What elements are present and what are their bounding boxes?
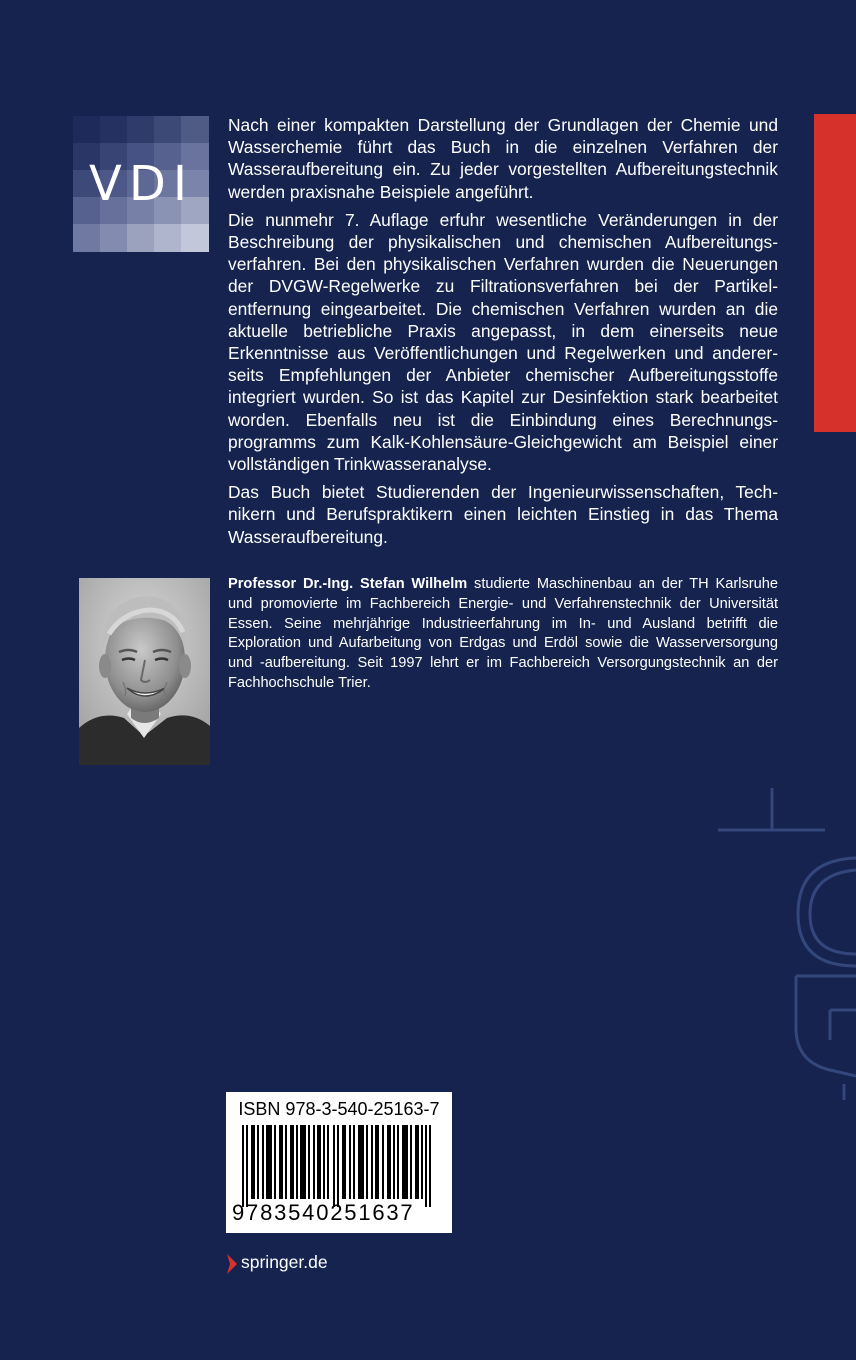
author-name: Professor Dr.-Ing. Stefan Wilhelm (228, 576, 468, 592)
chevron-right-icon (226, 1253, 238, 1275)
book-description (228, 114, 778, 554)
vdi-logo (73, 116, 210, 252)
isbn-barcode-box (226, 1092, 452, 1233)
description-paragraph: Das Buch bietet Studierenden der Ingenieurwissenschaften, Technikern und Berufspraktikern einen leichten Einstieg in das Thema Wasseraufbereitung. (228, 482, 778, 547)
decorative-outline-symbol (700, 770, 856, 1110)
barcode-digits: 9783540251637 (232, 1200, 415, 1225)
vdi-logo-text: VDI (89, 156, 194, 212)
springer-link-text[interactable]: springer.de (241, 1252, 328, 1272)
author-bio (228, 575, 778, 694)
description-paragraph: Die nunmehr 7. Auflage erfuhr wesentliche Veränderungen in der Beschreibung der physikalischen und chemischen Aufbereitungsverfahren. Bei den physikalischen Verfahren wurden die Neuerungen der DVGW-Regelwerke zu Filtrationsverfahren bei der Partikelentfernung eingearbeitet. Die chemischen Verfahren wurden an die aktuelle betriebliche Praxis angepasst, in dem einerseits neue Erkenntnisse aus Veröffentlichungen und Regelwerken und andererseits Empfehlungen der Anbieter chemischer Aufbereitungsstoffe integriert wurden. So ist das Kapitel zur Desinfektion stark bearbeitet worden. Ebenfalls neu ist die Einbindung eines Berechnungsprogramms zum Kalk-Kohlensäure-Gleichgewicht am Beispiel einer vollständigen Trinkwasseranalyse. (228, 209, 778, 475)
description-paragraph: Nach einer kompakten Darstellung der Grundlagen der Chemie und Wasserchemie führt das Buch in die einzelnen Verfahren der Wasseraufbereitung ein. Zu jeder vorgestellten Aufbereitungstechnik werden praxisnahe Beispiele angeführt. (228, 115, 778, 202)
red-side-tab (814, 114, 856, 432)
author-photo (79, 578, 210, 765)
author-bio-text: studierte Maschinenbau an der TH Karlsruhe und promovierte im Fachbereich Energie- und Verfahrenstechnik der Universität Essen. Seine mehrjährige Industrieerfahrung im In- und Ausland betrifft die Exploration und Aufarbeitung von Erdgas und Erdöl sowie die Wasserversorgung und -aufbereitung. Seit 1997 lehrt er im Fachbereich Versorgungstechnik an der Fachhochschule Trier. (228, 576, 778, 691)
isbn-label: ISBN 978-3-540-25163-7 (238, 1099, 440, 1119)
